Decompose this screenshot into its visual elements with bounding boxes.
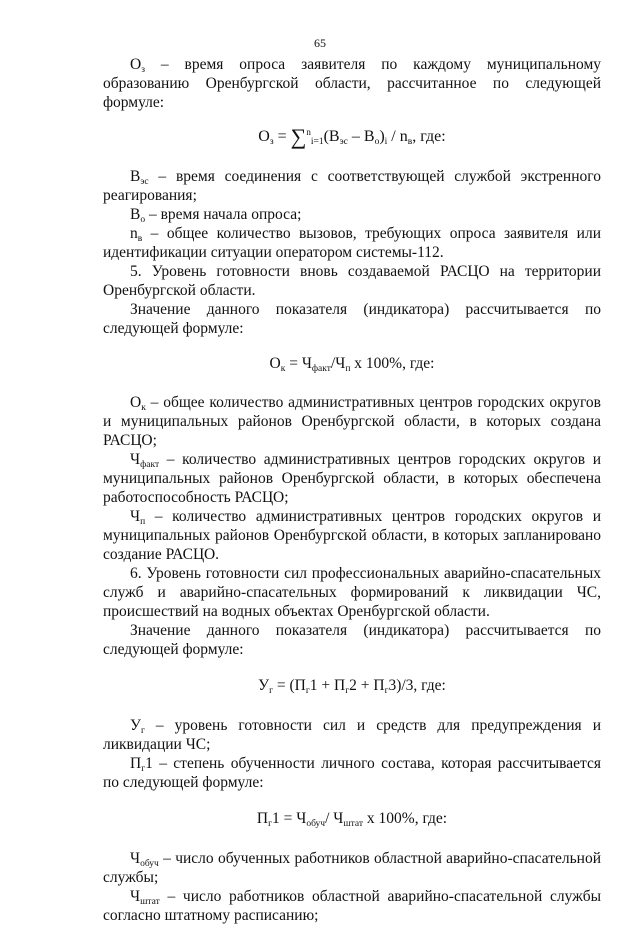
formula-intro-1: Значение данного показателя (индикатора) рассчитывается по следующей формуле: [103,301,601,337]
def-ug: $У_г$ – уровень готовности сил и средств для предупреждения и ликвидации ЧС; [103,717,601,753]
formula-ug: $У_г = (П_г1 + П_г2 + П_г3)/3$, где: [258,677,446,696]
formula-intro-2: Значение данного показателя (индикатора) рассчитывается по следующей формуле: [103,622,601,658]
def-chp: $Ч_п$ – количество административных центров городских округов и муниципальных районов Оренбургской области, в которых запланировано создание РАСЦО. [103,508,601,563]
page-body [103,55,601,925]
page-number: 65 [314,36,326,50]
def-bo: $B_o$ – время начала опроса; [130,206,302,225]
def-chfakt: $Ч_{факт}$ – количество административных центров городских округов и муниципальных районов Оренбургской области, в которых обеспечена работоспособность РАСЦО; [103,451,601,506]
def-chshtat: $Ч_{штат}$ – число работников областной аварийно-спасательной службы согласно штатному расписанию; [103,888,601,924]
item-5-heading: 5. Уровень готовности вновь создаваемой РАСЦО на территории Оренбургской области. [103,263,601,299]
formula-ok: $O_к = Ч_{факт}/Ч_п$ х 100%, где: [269,355,435,374]
def-chobuch: $Ч_{обуч}$ – число обученных работников областной аварийно-спасательной службы; [103,850,601,886]
def-pg1: $П_г1$ – степень обученности личного состава, которая рассчитывается по следующей формуле: [103,755,601,791]
oz-definition: $O_з$ – время опроса заявителя по каждому муниципальному образованию Оренбургской области, рассчитанное по следующей формуле: [103,56,602,111]
def-bes: $B_{эс}$ – время соединения с соответствующей службой экстренного реагирования; [103,168,601,204]
formula-pg1: $П_г1 = Ч_{обуч}/$ $Ч_{штат}$ х 100%, где: [256,810,448,829]
def-nv: $n_в$ – общее количество вызовов, требующих опроса заявителя или идентификации ситуации оператором системы-112. [103,225,601,261]
item-6-heading: 6. Уровень готовности сил профессиональных аварийно-спасательных служб и аварийно-спасательных формирований к ликвидации ЧС, происшествий на водных объектах Оренбургской области. [103,565,601,620]
formula-oz: $O_з = \sum^n_{i=1}(B_{эс} - B_о)_i / n_в$, где: [258,124,446,149]
def-ok: $O_к$ – общее количество административных центров городских округов и муниципальных районов Оренбургской области, в которых создана РАСЦО; [103,394,601,449]
